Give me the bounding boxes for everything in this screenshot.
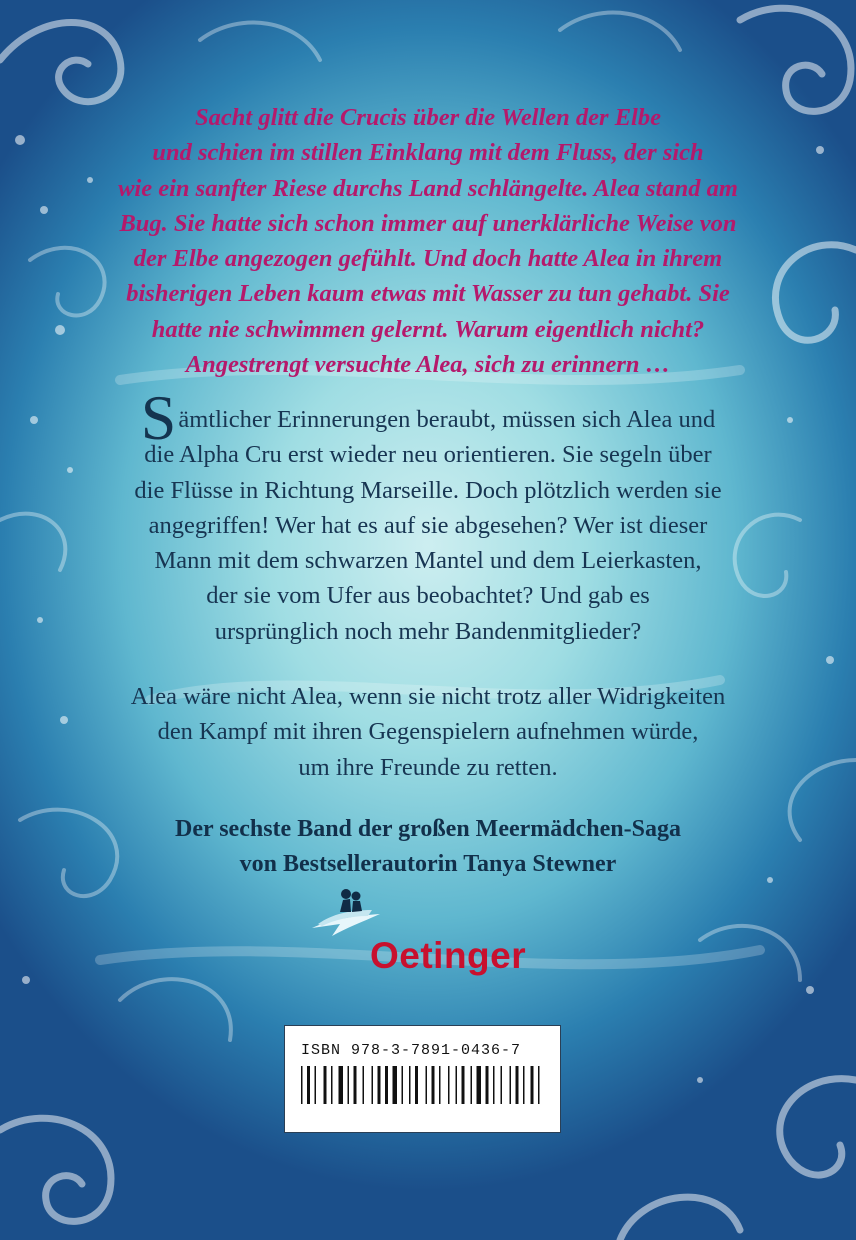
barcode-bar xyxy=(378,1066,381,1104)
barcode-bar xyxy=(448,1066,450,1104)
barcode-bar xyxy=(402,1066,404,1104)
blurb-line: die Alpha Cru erst wieder neu orientieren. Sie segeln über xyxy=(144,441,712,469)
blurb-paragraph-2 xyxy=(40,679,816,785)
barcode-bar xyxy=(372,1066,374,1104)
flying-ship-logo-icon xyxy=(310,884,382,940)
blurb-line xyxy=(40,382,816,453)
blurb-line: angegriffen! Wer hat es auf sie abgesehen? Wer ist dieser xyxy=(148,511,708,539)
barcode-bar xyxy=(331,1066,333,1104)
barcode-bar xyxy=(307,1066,310,1104)
barcode-bar xyxy=(426,1066,428,1104)
barcode-bar xyxy=(415,1066,418,1104)
barcode-bar xyxy=(501,1066,503,1104)
teaser-line: Angestrengt versuchte Alea, sich zu erinnern … xyxy=(185,351,671,379)
barcode-bar xyxy=(354,1066,357,1104)
blurb-line: ursprünglich noch mehr Bandenmitglieder? xyxy=(214,617,642,645)
barcode-bar xyxy=(324,1066,327,1104)
tagline-line: Der sechste Band der großen Meermädchen-Saga xyxy=(175,816,681,842)
teaser-line: und schien im stillen Einklang mit dem Fluss, der sich xyxy=(152,139,704,167)
blurb-paragraph-1 xyxy=(40,382,816,649)
teaser-line: der Elbe angezogen gefühlt. Und doch hatte Alea in ihrem xyxy=(133,245,723,273)
blurb-line: Alea wäre nicht Alea, wenn sie nicht trotz aller Widrigkeiten xyxy=(130,683,726,710)
barcode-bar xyxy=(471,1066,473,1104)
barcode-bar xyxy=(385,1066,388,1104)
barcode-bar xyxy=(315,1066,317,1104)
barcode-bar xyxy=(432,1066,435,1104)
tagline-line: von Bestsellerautorin Tanya Stewner xyxy=(239,851,617,877)
barcode-bar xyxy=(462,1066,465,1104)
blurb-line: den Kampf mit ihren Gegenspielern aufnehmen würde, xyxy=(157,718,699,746)
barcode-bar xyxy=(363,1066,365,1104)
barcode-bar xyxy=(538,1066,540,1104)
barcode-bar xyxy=(523,1066,525,1104)
teaser-line: Bug. Sie hatte sich schon immer auf unerklärliche Weise von xyxy=(119,209,737,237)
barcode-bar xyxy=(486,1066,489,1104)
teaser-line: wie ein sanfter Riese durchs Land schlängelte. Alea stand am xyxy=(118,174,738,202)
barcode-bar xyxy=(510,1066,512,1104)
teaser-line: hatte nie schwimmen gelernt. Warum eigentlich nicht? xyxy=(151,315,705,343)
blurb-line: Mann mit dem schwarzen Mantel und dem Leierkasten, xyxy=(154,547,702,575)
barcode-bar xyxy=(348,1066,350,1104)
publisher-logo xyxy=(310,870,550,990)
teaser-excerpt xyxy=(60,100,796,382)
blurb-line: um ihre Freunde zu retten. xyxy=(298,753,558,781)
publisher-name: Oetinger xyxy=(370,935,527,976)
blurb-line: die Flüsse in Richtung Marseille. Doch plötzlich werden sie xyxy=(134,476,722,504)
barcode-bar xyxy=(477,1066,482,1104)
barcode-bar xyxy=(339,1066,344,1104)
blurb-line-text: ämtlicher Erinnerungen beraubt, müssen sich Alea und xyxy=(178,406,716,433)
isbn-barcode-box xyxy=(284,1025,561,1133)
barcode-bar xyxy=(531,1066,534,1104)
drop-cap: S xyxy=(140,382,177,453)
isbn-number: ISBN 978-3-7891-0436-7 xyxy=(301,1042,522,1059)
barcode-bar xyxy=(493,1066,495,1104)
blurb-line: der sie vom Ufer aus beobachtet? Und gab es xyxy=(206,582,650,610)
teaser-line: Sacht glitt die Crucis über die Wellen der Elbe xyxy=(195,104,661,131)
barcode-bar xyxy=(516,1066,519,1104)
barcode-bar xyxy=(439,1066,441,1104)
barcode-bar xyxy=(409,1066,411,1104)
barcode-bar xyxy=(456,1066,458,1104)
barcode-bar xyxy=(393,1066,398,1104)
barcode xyxy=(301,1066,544,1104)
barcode-bar xyxy=(301,1066,303,1104)
teaser-line: bisherigen Leben kaum etwas mit Wasser zu tun gehabt. Sie xyxy=(126,280,730,308)
